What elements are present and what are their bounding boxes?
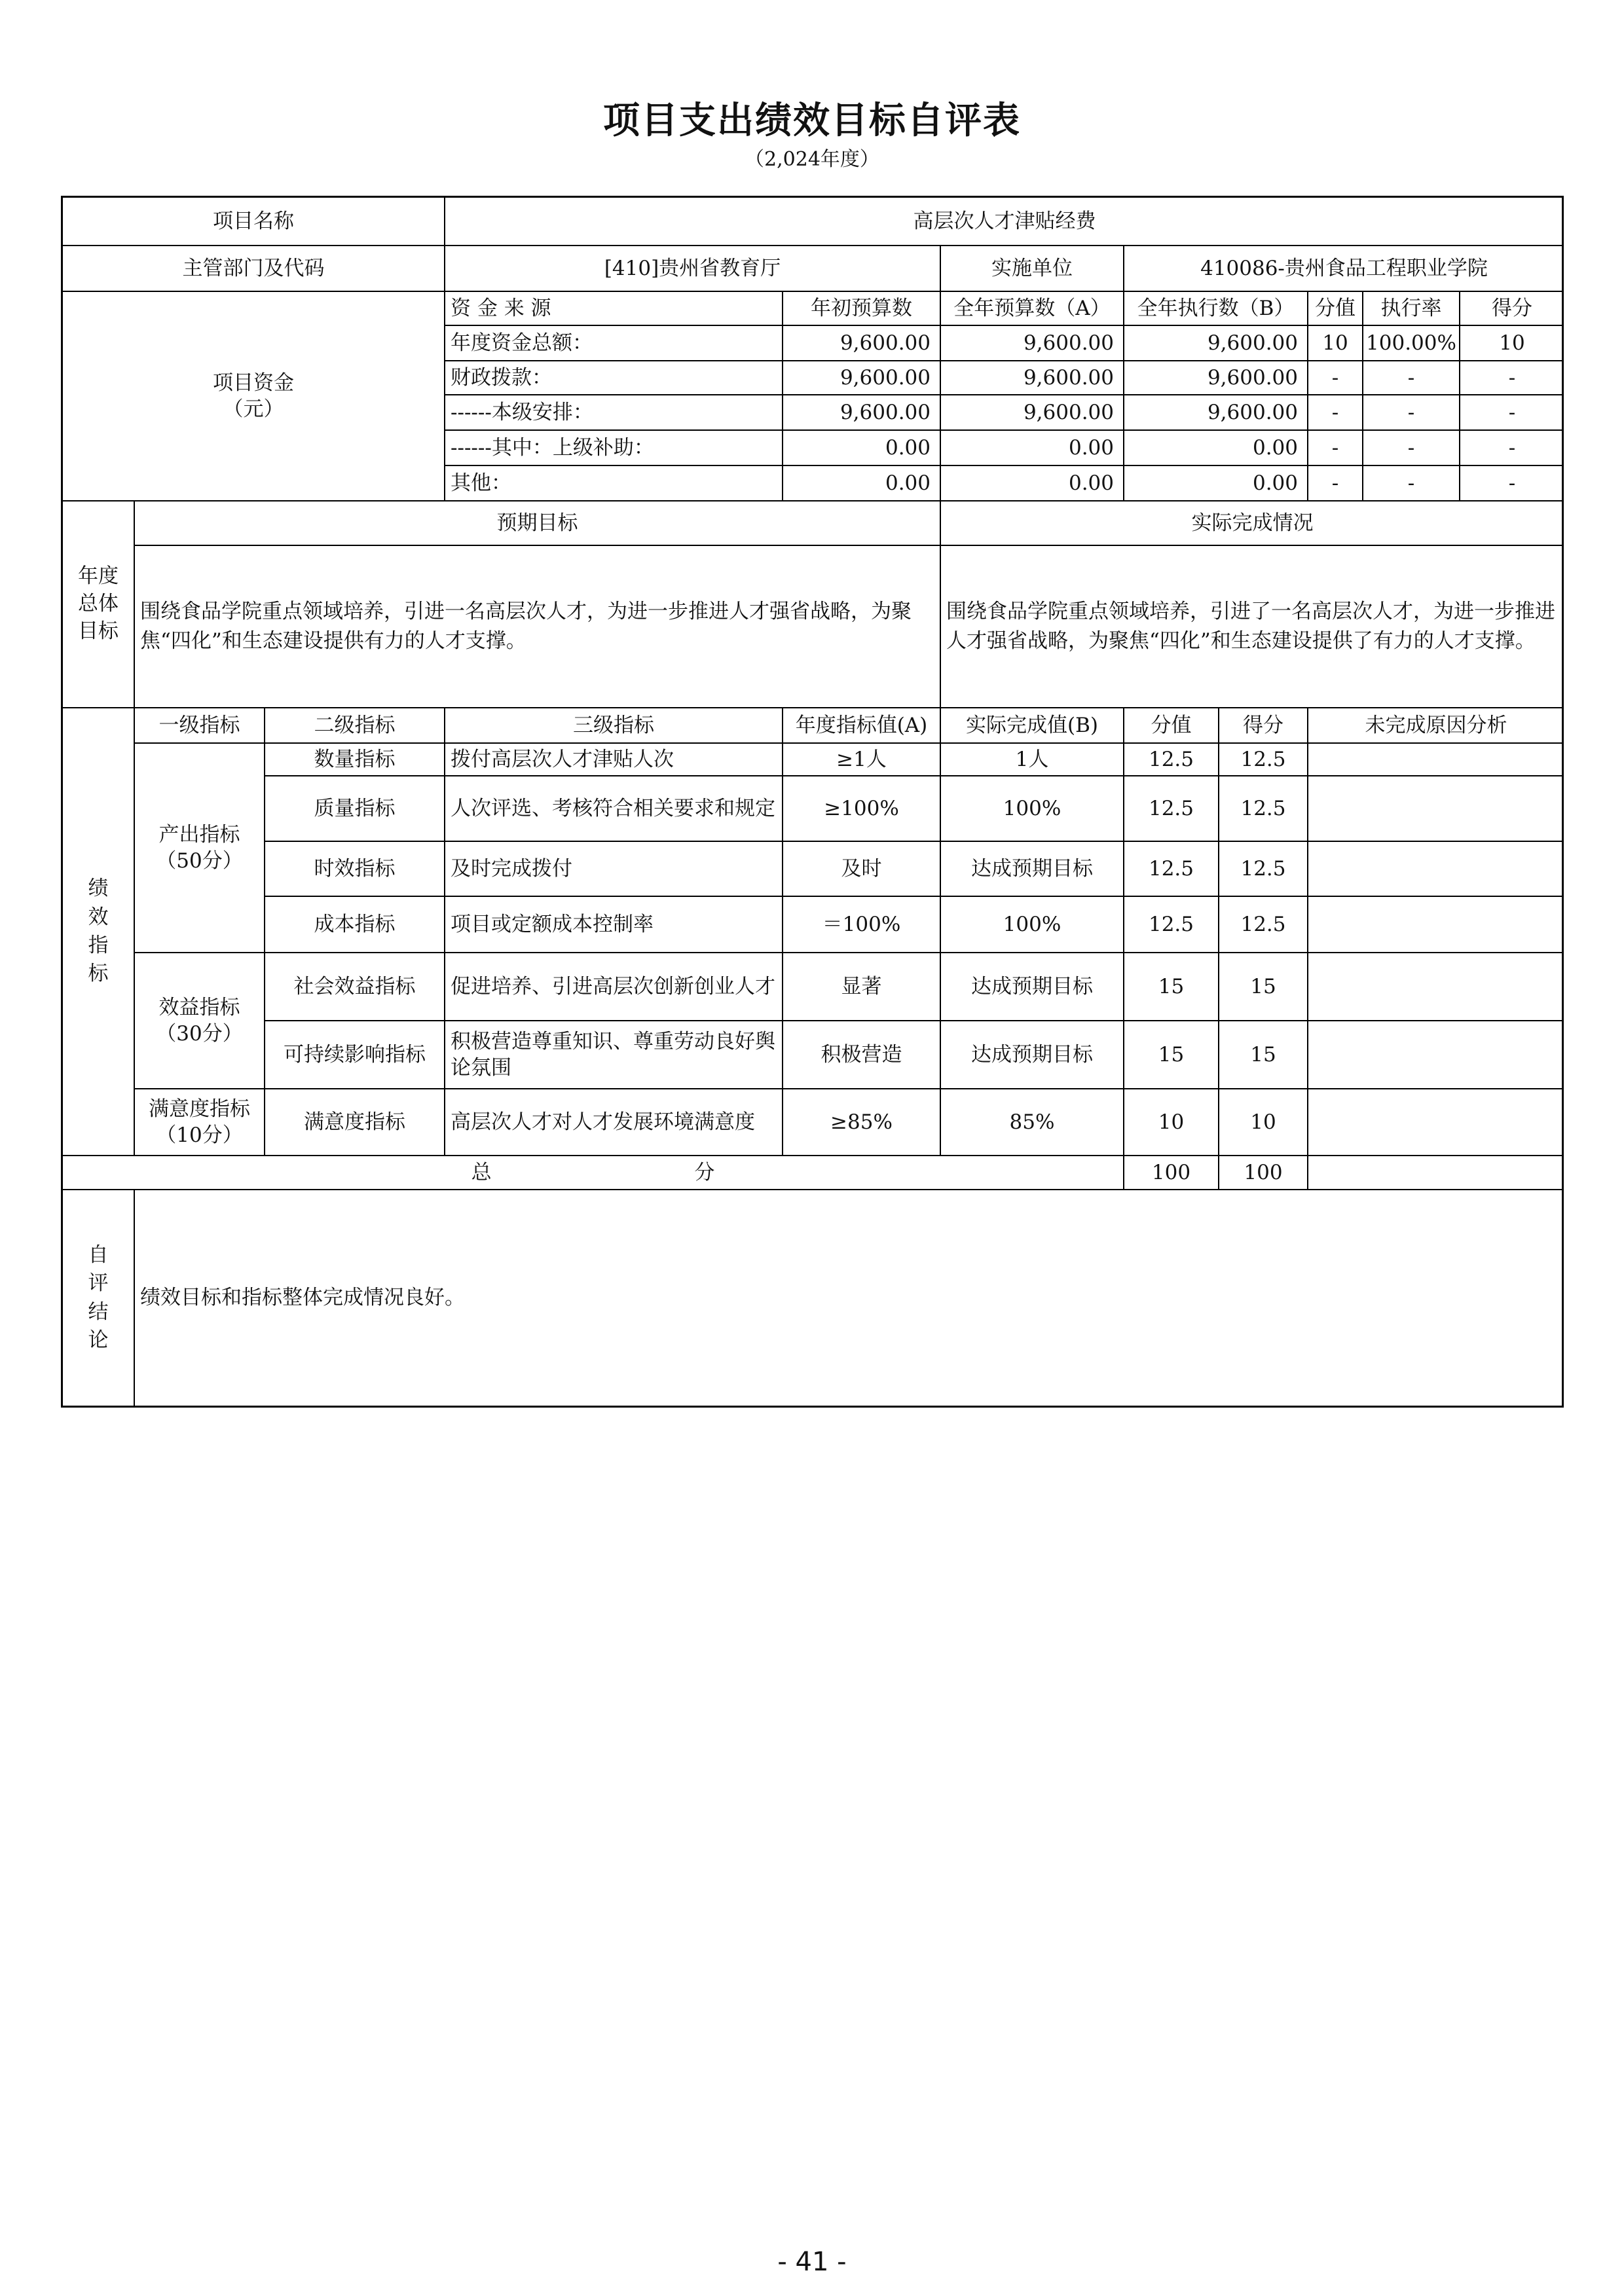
funds-row-source: 其他： bbox=[445, 466, 783, 501]
funds-row-initial: 9,600.00 bbox=[783, 361, 941, 395]
funds-row-initial: 9,600.00 bbox=[783, 395, 941, 431]
funds-row-got: 10 bbox=[1460, 326, 1564, 361]
funds-row-source: ------其中：上级补助： bbox=[445, 431, 783, 466]
total-got: 100 bbox=[1219, 1156, 1308, 1190]
unit-value: 410086-贵州食品工程职业学院 bbox=[1124, 246, 1564, 292]
year-subtitle: （2,024年度） bbox=[745, 148, 879, 171]
ind-actual: 1人 bbox=[941, 744, 1124, 776]
ind-header-l1: 一级指标 bbox=[135, 708, 265, 744]
unit-label: 实施单位 bbox=[941, 246, 1124, 292]
goals-label bbox=[63, 501, 135, 708]
ind-header-got: 得分 bbox=[1219, 708, 1308, 744]
ind-target: ＝100% bbox=[783, 897, 941, 953]
ind-score: 15 bbox=[1124, 953, 1219, 1021]
ind-header-l2: 二级指标 bbox=[265, 708, 445, 744]
funds-header-source: 资 金 来 源 bbox=[445, 292, 783, 326]
ind-l2: 质量指标 bbox=[265, 776, 445, 842]
funds-row-source: ------本级安排： bbox=[445, 395, 783, 431]
ind-score: 15 bbox=[1124, 1021, 1219, 1089]
funds-row-initial: 0.00 bbox=[783, 431, 941, 466]
ind-target: ≥1人 bbox=[783, 744, 941, 776]
ind-score: 12.5 bbox=[1124, 842, 1219, 897]
funds-header-rate: 执行率 bbox=[1363, 292, 1460, 326]
ind-header-target: 年度指标值(A) bbox=[783, 708, 941, 744]
goals-label-text: 年度总体目标 bbox=[78, 564, 119, 643]
indicators-label bbox=[63, 708, 135, 1156]
ind-header-reason: 未完成原因分析 bbox=[1308, 708, 1564, 744]
ind-actual: 100% bbox=[941, 897, 1124, 953]
page-title: 项目支出绩效目标自评表 bbox=[603, 99, 1021, 142]
ind-l3: 项目或定额成本控制率 bbox=[445, 897, 783, 953]
ind-header-score: 分值 bbox=[1124, 708, 1219, 744]
ind-target: ≥100% bbox=[783, 776, 941, 842]
project-name-value: 高层次人才津贴经费 bbox=[445, 198, 1564, 246]
ind-target: 显著 bbox=[783, 953, 941, 1021]
goals-expected-text: 围绕食品学院重点领域培养，引进一名高层次人才，为进一步推进人才强省战略，为聚焦“四化”和生态建设提供有力的人才支撑。 bbox=[135, 546, 941, 708]
funds-row-score: 10 bbox=[1308, 326, 1363, 361]
ind-target: 及时 bbox=[783, 842, 941, 897]
page-number: - 41 - bbox=[777, 2247, 847, 2277]
self-evaluation-table bbox=[61, 196, 1564, 1408]
dept-label: 主管部门及代码 bbox=[63, 246, 445, 292]
total-score: 100 bbox=[1124, 1156, 1219, 1190]
conclusion-label-text: 自评结论 bbox=[88, 1243, 109, 1352]
funds-row-rate: - bbox=[1363, 466, 1460, 501]
ind-score: 12.5 bbox=[1124, 897, 1219, 953]
ind-reason bbox=[1308, 897, 1564, 953]
conclusion-text: 绩效目标和指标整体完成情况良好。 bbox=[140, 1286, 465, 1310]
ind-l3: 及时完成拨付 bbox=[445, 842, 783, 897]
ind-got: 12.5 bbox=[1219, 744, 1308, 776]
ind-actual: 达成预期目标 bbox=[941, 842, 1124, 897]
funds-header-score: 分值 bbox=[1308, 292, 1363, 326]
ind-reason bbox=[1308, 842, 1564, 897]
funds-header-got: 得分 bbox=[1460, 292, 1564, 326]
ind-score: 10 bbox=[1124, 1089, 1219, 1156]
goals-actual-text: 围绕食品学院重点领域培养，引进了一名高层次人才，为进一步推进人才强省战略，为聚焦“四化”和生态建设提供了有力的人才支撑。 bbox=[941, 546, 1564, 708]
group-name: 产出指标 bbox=[158, 822, 240, 847]
funds-row-rate: 100.00% bbox=[1363, 326, 1460, 361]
group-points: （50分） bbox=[156, 849, 243, 873]
funds-row-initial: 0.00 bbox=[783, 466, 941, 501]
ind-l3: 拨付高层次人才津贴人次 bbox=[445, 744, 783, 776]
group-name: 满意度指标 bbox=[149, 1097, 250, 1121]
funds-row-annual: 9,600.00 bbox=[941, 361, 1124, 395]
ind-l2: 社会效益指标 bbox=[265, 953, 445, 1021]
group-points: （10分） bbox=[156, 1123, 243, 1147]
funds-row-executed: 0.00 bbox=[1124, 431, 1308, 466]
ind-reason bbox=[1308, 1089, 1564, 1156]
group-benefit bbox=[135, 953, 265, 1089]
indicators-label-text: 绩效指标 bbox=[88, 877, 109, 986]
funds-row-executed: 0.00 bbox=[1124, 466, 1308, 501]
group-points: （30分） bbox=[156, 1022, 243, 1046]
funds-label bbox=[63, 292, 445, 501]
funds-header-executed: 全年执行数（B） bbox=[1124, 292, 1308, 326]
funds-row-got: - bbox=[1460, 431, 1564, 466]
ind-l2: 时效指标 bbox=[265, 842, 445, 897]
ind-l3: 积极营造尊重知识、尊重劳动良好舆论氛围 bbox=[445, 1021, 783, 1089]
funds-row-initial: 9,600.00 bbox=[783, 326, 941, 361]
ind-got: 12.5 bbox=[1219, 897, 1308, 953]
funds-header-initial: 年初预算数 bbox=[783, 292, 941, 326]
ind-got: 15 bbox=[1219, 953, 1308, 1021]
funds-row-source: 年度资金总额： bbox=[445, 326, 783, 361]
funds-row-rate: - bbox=[1363, 431, 1460, 466]
funds-header-annual: 全年预算数（A） bbox=[941, 292, 1124, 326]
total-label-text: 总 分 bbox=[471, 1160, 813, 1184]
ind-header-l3: 三级指标 bbox=[445, 708, 783, 744]
ind-got: 15 bbox=[1219, 1021, 1308, 1089]
ind-l2: 满意度指标 bbox=[265, 1089, 445, 1156]
ind-l2: 数量指标 bbox=[265, 744, 445, 776]
group-name: 效益指标 bbox=[158, 995, 240, 1019]
ind-score: 12.5 bbox=[1124, 744, 1219, 776]
funds-row-rate: - bbox=[1363, 395, 1460, 431]
dept-value: [410]贵州省教育厅 bbox=[445, 246, 941, 292]
ind-l2: 可持续影响指标 bbox=[265, 1021, 445, 1089]
ind-actual: 达成预期目标 bbox=[941, 953, 1124, 1021]
conclusion-label bbox=[63, 1190, 135, 1406]
funds-row-annual: 0.00 bbox=[941, 466, 1124, 501]
ind-got: 12.5 bbox=[1219, 842, 1308, 897]
ind-reason bbox=[1308, 953, 1564, 1021]
funds-row-annual: 0.00 bbox=[941, 431, 1124, 466]
group-satisfaction bbox=[135, 1089, 265, 1156]
ind-l3: 促进培养、引进高层次创新创业人才 bbox=[445, 953, 783, 1021]
ind-header-actual: 实际完成值(B) bbox=[941, 708, 1124, 744]
funds-row-score: - bbox=[1308, 395, 1363, 431]
funds-row-got: - bbox=[1460, 466, 1564, 501]
funds-row-annual: 9,600.00 bbox=[941, 395, 1124, 431]
group-output bbox=[135, 744, 265, 953]
funds-row-executed: 9,600.00 bbox=[1124, 326, 1308, 361]
project-name-label: 项目名称 bbox=[63, 198, 445, 246]
funds-row-score: - bbox=[1308, 361, 1363, 395]
ind-score: 12.5 bbox=[1124, 776, 1219, 842]
ind-actual: 达成预期目标 bbox=[941, 1021, 1124, 1089]
total-label bbox=[63, 1156, 1124, 1190]
funds-row-rate: - bbox=[1363, 361, 1460, 395]
ind-l2: 成本指标 bbox=[265, 897, 445, 953]
ind-reason bbox=[1308, 1021, 1564, 1089]
funds-row-got: - bbox=[1460, 395, 1564, 431]
ind-actual: 100% bbox=[941, 776, 1124, 842]
funds-row-got: - bbox=[1460, 361, 1564, 395]
goals-expected-header: 预期目标 bbox=[135, 501, 941, 546]
funds-row-annual: 9,600.00 bbox=[941, 326, 1124, 361]
goals-actual-header: 实际完成情况 bbox=[941, 501, 1564, 546]
ind-got: 12.5 bbox=[1219, 776, 1308, 842]
ind-got: 10 bbox=[1219, 1089, 1308, 1156]
total-empty bbox=[1308, 1156, 1564, 1190]
funds-row-score: - bbox=[1308, 466, 1363, 501]
funds-row-source: 财政拨款： bbox=[445, 361, 783, 395]
ind-reason bbox=[1308, 744, 1564, 776]
ind-l3: 高层次人才对人才发展环境满意度 bbox=[445, 1089, 783, 1156]
ind-l3: 人次评选、考核符合相关要求和规定 bbox=[445, 776, 783, 842]
ind-target: ≥85% bbox=[783, 1089, 941, 1156]
funds-row-executed: 9,600.00 bbox=[1124, 361, 1308, 395]
ind-actual: 85% bbox=[941, 1089, 1124, 1156]
funds-row-executed: 9,600.00 bbox=[1124, 395, 1308, 431]
ind-target: 积极营造 bbox=[783, 1021, 941, 1089]
funds-row-score: - bbox=[1308, 431, 1363, 466]
ind-reason bbox=[1308, 776, 1564, 842]
funds-label-line2: （元） bbox=[223, 397, 284, 421]
funds-label-line1: 项目资金 bbox=[213, 371, 294, 395]
